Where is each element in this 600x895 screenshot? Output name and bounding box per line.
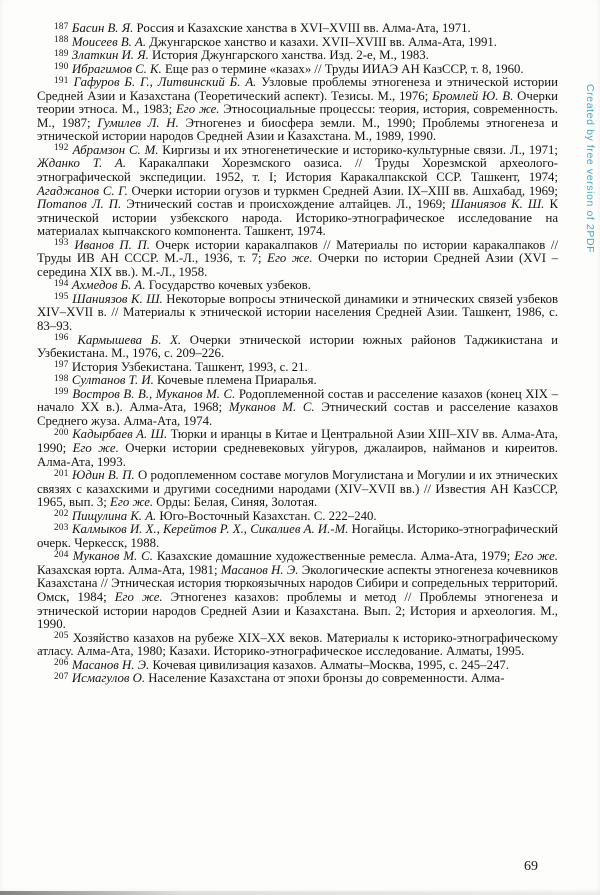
author-name: Кармышева Б. Х. (77, 332, 182, 347)
reference-text: Некоторые вопросы этнической динамики и этнических связей узбеков XIV–XVII в. // Материалы к этнической истории населения Средней Азии. Ташкент, 1986, с. 83–93. (37, 291, 559, 334)
author-name: Ахмедов Б. А. (71, 278, 146, 293)
author-name: Его же. (110, 495, 154, 510)
reference-text: Джунгарское ханство и казахи. XVII–XVIII вв. Алма-Ата, 1991. (146, 34, 497, 49)
author-name: Исмагулов О. (71, 671, 146, 686)
reference-text: Этногенез казахов: проблемы и метод // Проблемы этногенеза и этнической истории народов Средней Азии и Казахстана. Вып. 2; История и археология. М., 1990. (37, 589, 558, 632)
author-name: Его же. (267, 251, 313, 266)
reference-text: Каракалпаки Хорезмского оазиса. // Труды Хорезмской археолого-этнографической экспедиции. 1952, т. I; История Каракалпакской ССР. Ташкент, 1974; (37, 156, 559, 185)
reference-text: Казахские домашние художественные ремесла. Алма-Ата, 1979; (152, 549, 515, 564)
reference-entry (37, 388, 558, 429)
reference-text: Киргизы и их этногенетические и историко-культурные связи. Л., 1971; (158, 142, 558, 157)
reference-text: История Узбекистана. Ташкент, 1993, с. 21. (71, 359, 308, 374)
reference-text: Этносоциальные процессы: теория, история, современность. М., 1987; (37, 102, 558, 130)
author-name: Пищулина К. А. (71, 508, 157, 523)
reference-entry (37, 469, 558, 510)
reference-number: 196 (54, 332, 69, 343)
author-name: Потапов Л. П. (37, 197, 122, 212)
reference-entry (37, 293, 558, 334)
reference-text: Очерки истории средневековых уйгуров, джалаиров, найманов и киреитов. Алма-Ата, 1993. (37, 440, 558, 469)
reference-number: 197 (54, 359, 69, 370)
reference-text: Россия и Казахские ханства в XVI–XVIII вв. Алма-Ата, 1971. (133, 21, 471, 35)
reference-text: Очерки этнической истории южных районов Таджикистана и Узбекистана. М., 1976, с. 209–226. (37, 332, 558, 361)
reference-text: Этнический состав и происхождение алтайцев. Л., 1969; (121, 197, 451, 212)
author-name: Ибрагимов С. К. (71, 61, 162, 76)
author-name: Султанов Т. И. (71, 373, 154, 388)
reference-entry (37, 334, 558, 361)
author-name: Его же. (514, 549, 559, 564)
reference-number: 200 (54, 426, 69, 437)
reference-text: Этнический состав и расселение казахов Среднего жуза. Алма-Ата, 1974. (37, 400, 558, 428)
reference-entry (37, 22, 558, 36)
author-name: Масанов Н. Э. (220, 562, 299, 577)
reference-number: 193 (54, 237, 69, 248)
author-name: Басин В. Я. (71, 21, 134, 35)
author-name: Шаниязов К. Ш. (72, 291, 163, 306)
reference-number: 201 (54, 467, 69, 478)
reference-text: Казахская юрта. Алма-Ата, 1981; (37, 562, 221, 577)
reference-number: 187 (54, 20, 69, 31)
author-name: Жданко Т. А. (37, 156, 127, 171)
watermark: Created by free version of 2PDF (584, 84, 596, 254)
reference-text: Ногайцы. Историко-этнографический очерк. Черкесск, 1988. (37, 522, 558, 550)
reference-entry (37, 659, 558, 673)
reference-text: Кочевые племена Приаралья. (153, 373, 317, 388)
reference-text: Кочевая цивилизация казахов. Алматы–Москва, 1995, с. 245–247. (149, 657, 509, 672)
reference-entry (37, 428, 558, 469)
author-name: Муканов М. С. (228, 400, 315, 415)
reference-text: Юго-Восточный Казахстан. С. 222–240. (156, 508, 377, 523)
author-name: Его же. (114, 589, 163, 604)
author-name: Бромлей Ю. В. (432, 88, 514, 103)
reference-text: Очерки по истории Средней Азии (XVI – середина XIX вв.). М.-Л., 1958. (37, 251, 558, 279)
reference-entry (37, 374, 558, 388)
reference-text: Хозяйство казахов на рубеже XIX–XX веков. Материалы к историко-этнографическому атласу. Алма-Ата, 1980; Казахи. Историко-этнографическое исследование. Алматы, 1995. (37, 630, 559, 659)
scan-edge-artifact (0, 891, 600, 895)
reference-text: Еще раз о термине «казах» // Труды ИИАЭ АН КазССР, т. 8, 1960. (161, 61, 524, 76)
reference-number: 206 (54, 657, 69, 668)
reference-number: 199 (54, 386, 69, 397)
reference-number: 198 (54, 372, 69, 383)
reference-text: Очерки истории огузов и туркмен Средней Азии. IX–XIII вв. Ашхабад, 1969; (127, 183, 558, 198)
reference-number: 195 (54, 291, 69, 302)
reference-text: Родоплеменной состав и расселение казахов (конец XIX – начало XX в.). Алма-Ата, 1968; (37, 386, 558, 415)
author-name: Шаниязов К. Ш. (450, 197, 545, 212)
reference-entry (37, 510, 558, 524)
author-name: Муканов М. С. (72, 549, 153, 564)
author-name: Златкин И. Я. (71, 48, 149, 63)
author-name: Юдин В. П. (72, 468, 135, 483)
reference-number: 189 (54, 47, 69, 58)
reference-number: 190 (54, 61, 69, 72)
reference-entry (37, 144, 558, 239)
reference-number: 203 (54, 521, 69, 532)
reference-text: О родоплеменном составе могулов Могулистана и Могулии и их этнических связях с казахскими и другими соседними народами (XIV–XVII вв.) // Известия АН КазССР, 1965, вып. 3; (37, 468, 559, 510)
author-name: Масанов Н. Э. (71, 657, 150, 672)
reference-entry (37, 523, 558, 550)
author-name: Агаджанов С. Г. (37, 183, 128, 198)
author-name: Кадырбаев А. Ш. (72, 427, 168, 442)
reference-text: Тюрки и иранцы в Китае и Центральной Азии XIII–XIV вв. Алма-Ата, 1990; (37, 427, 558, 455)
reference-entry (37, 63, 558, 77)
reference-entry (37, 632, 558, 659)
author-name: Абрамзон С. М. (72, 142, 159, 157)
reference-text: Очерки теории этноса. М., 1983; (37, 88, 559, 117)
reference-text: Орды: Белая, Синяя, Золотая. (153, 495, 318, 510)
author-name: Его же. (175, 102, 220, 117)
reference-number: 205 (54, 630, 69, 641)
reference-entry (37, 550, 558, 631)
reference-text: К этнической истории узбекского народа. Историко-этнографическое исследование на материалах кыпчакского компонента. Ташкент, 1974. (37, 197, 558, 239)
reference-text: История Джунгарского ханства. Изд. 2-е, М., 1983. (148, 48, 429, 63)
author-name: Гафуров Б. Г., Литвинский Б. А. (73, 75, 257, 90)
reference-number: 194 (54, 277, 69, 288)
reference-entry (37, 239, 558, 280)
author-name: Востров В. В., Муканов М. С. (72, 386, 236, 401)
reference-number: 188 (54, 34, 69, 45)
author-name: Его же. (72, 440, 119, 455)
author-name: Моисеев В. А. (71, 34, 147, 49)
reference-text: Государство кочевых узбеков. (145, 278, 311, 293)
reference-entry (37, 279, 558, 293)
reference-entry (37, 49, 558, 63)
reference-text: Очерк истории каракалпаков // Материалы по истории каракалпаков // Труды ИВ АН СССР. М.-Л., 1936, т. 7; (37, 237, 558, 266)
author-name: Иванов П. П. (74, 237, 150, 252)
reference-text: Этногенез и биосфера земли. М., 1990; Проблемы этногенеза и этнической истории народов Средней Азии и Казахстана. М., 1989, 1990. (37, 115, 559, 144)
reference-text: Население Казахстана от эпохи бронзы до современности. Алма- (145, 671, 505, 686)
reference-number: 191 (54, 74, 69, 85)
reference-number: 202 (54, 508, 69, 519)
reference-text: Экологические аспекты этногенеза кочевников Казахстана // Этническая история тюркоязычных народов Сибири и сопредельных территорий. Омск, 1984; (37, 562, 558, 604)
page-number: 69 (524, 859, 538, 874)
author-name: Гумилев Л. Н. (97, 115, 179, 130)
reference-number: 204 (54, 548, 69, 559)
reference-text: Узловые проблемы этногенеза и этнической истории Средней Азии и Казахстана (Теоретический аспект). Тезисы. М., 1976; (37, 75, 558, 103)
reference-number: 192 (54, 142, 69, 153)
reference-entry (37, 76, 558, 144)
author-name: Калмыков И. Х., Керейтов Р. Х., Сикалиев А. И.-М. (71, 522, 349, 537)
reference-entry (37, 361, 558, 375)
reference-entry (37, 36, 558, 50)
references-list (37, 22, 558, 686)
reference-entry (37, 672, 558, 686)
reference-number: 207 (54, 670, 69, 681)
